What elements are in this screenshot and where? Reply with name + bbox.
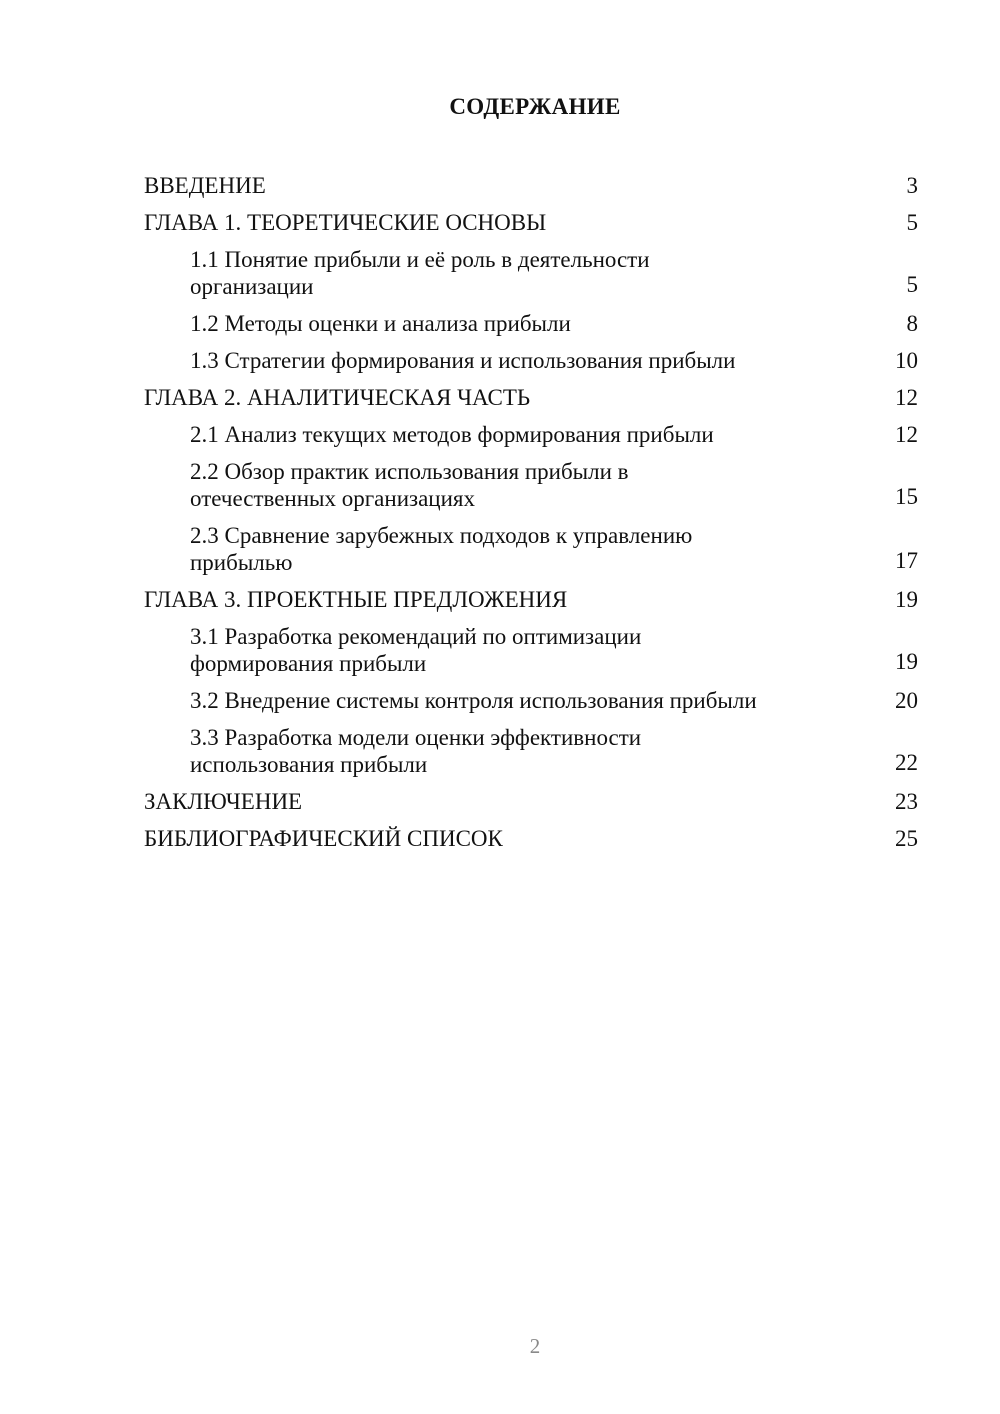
toc-entry-label: ГЛАВА 3. ПРОЕКТНЫЕ ПРЕДЛОЖЕНИЯ	[144, 587, 568, 612]
toc-entry-label: ЗАКЛЮЧЕНИЕ	[144, 789, 303, 814]
page-title: СОДЕРЖАНИЕ	[449, 94, 621, 119]
toc-entry-page: 22	[895, 750, 918, 775]
toc-entry-section-3-1[interactable]	[144, 621, 918, 685]
toc-entry-chapter-3[interactable]	[144, 584, 918, 621]
toc-entry-chapter-2[interactable]	[144, 382, 918, 419]
toc-entry-conclusion[interactable]	[144, 786, 918, 823]
toc-entry-label: ВВЕДЕНИЕ	[144, 173, 266, 198]
toc-entry-section-3-2[interactable]	[144, 685, 918, 722]
page-number: 2	[529, 1334, 541, 1358]
toc-entry-page: 12	[895, 385, 918, 410]
toc-entry-page: 19	[895, 587, 918, 612]
toc-entry-label: 1.3 Стратегии формирования и использования прибыли	[190, 348, 736, 373]
toc-entry-introduction[interactable]	[144, 170, 918, 207]
toc-entry-section-1-1[interactable]	[144, 244, 918, 308]
toc-entry-page: 23	[895, 789, 918, 814]
toc-entry-page: 12	[895, 422, 918, 447]
toc-entry-label: 1.2 Методы оценки и анализа прибыли	[190, 311, 571, 336]
toc-entry-label: БИБЛИОГРАФИЧЕСКИЙ СПИСОК	[144, 826, 503, 851]
table-of-contents	[144, 170, 918, 860]
toc-entry-label: 2.2 Обзор практик использования прибыли в отечественных организациях	[190, 459, 629, 511]
toc-entry-chapter-1[interactable]	[144, 207, 918, 244]
toc-entry-label: 3.1 Разработка рекомендаций по оптимизации формирования прибыли	[190, 624, 642, 676]
toc-entry-page: 19	[895, 649, 918, 674]
toc-entry-section-3-3[interactable]	[144, 722, 918, 786]
toc-entry-label: 2.3 Сравнение зарубежных подходов к управлению прибылью	[190, 523, 693, 575]
toc-entry-page: 5	[906, 272, 918, 297]
toc-entry-label: 3.2 Внедрение системы контроля использования прибыли	[190, 688, 757, 713]
toc-entry-label: 3.3 Разработка модели оценки эффективности использования прибыли	[190, 725, 642, 777]
toc-entry-page: 17	[895, 548, 918, 573]
toc-entry-label: ГЛАВА 1. ТЕОРЕТИЧЕСКИЕ ОСНОВЫ	[144, 210, 547, 235]
toc-entry-page: 10	[895, 348, 918, 373]
toc-entry-page: 5	[906, 210, 918, 235]
toc-entry-page: 3	[906, 173, 918, 198]
toc-entry-page: 25	[895, 826, 918, 851]
toc-entry-label: 2.1 Анализ текущих методов формирования прибыли	[190, 422, 714, 447]
toc-entry-page: 15	[895, 484, 918, 509]
toc-entry-page: 8	[906, 311, 918, 336]
toc-entry-bibliography[interactable]	[144, 823, 918, 860]
toc-entry-section-2-2[interactable]	[144, 456, 918, 520]
toc-entry-label: 1.1 Понятие прибыли и её роль в деятельности организации	[190, 247, 650, 299]
toc-entry-section-1-3[interactable]	[144, 345, 918, 382]
toc-entry-label: ГЛАВА 2. АНАЛИТИЧЕСКАЯ ЧАСТЬ	[144, 385, 531, 410]
toc-entry-page: 20	[895, 688, 918, 713]
toc-entry-section-2-1[interactable]	[144, 419, 918, 456]
toc-entry-section-1-2[interactable]	[144, 308, 918, 345]
toc-entry-section-2-3[interactable]	[144, 520, 918, 584]
